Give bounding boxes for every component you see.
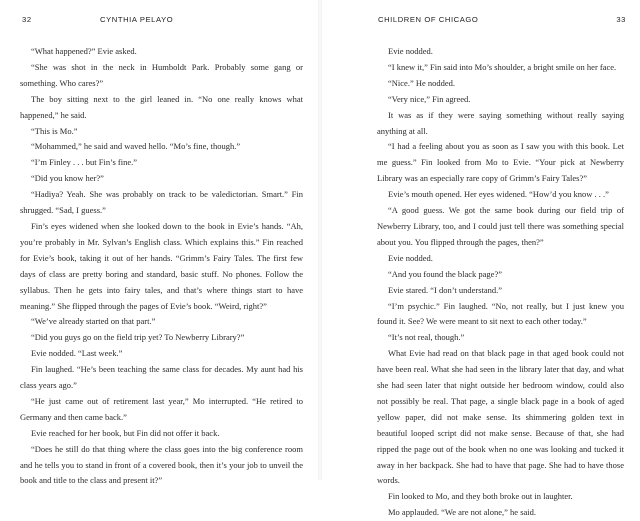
- right-page-body: [377, 44, 624, 518]
- paragraph: What Evie had read on that black page in that aged book could not have been real. What she had seen in the library later that day, and what she had seen later that night outside her bedroom window, could also not possibly be real. That page, a single black page in a book of aged yellow paper, did not make sense. Its shimmering golden text in beautiful looped script did not make sense. Because of that, she had ripped the page out of the book when no one was looking and tucked it away in her backpack. She had to have that page. She had to have those words.: [377, 348, 624, 486]
- paragraph: Mo applauded. “We are not alone,” he said.: [388, 507, 537, 518]
- paragraph: “Nice.” He nodded.: [388, 77, 456, 88]
- paragraph: Fin’s eyes widened when she looked down to the book in Evie’s hands. “Ah, you’re probably in Mr. Sylvan’s English class. Which explains this.” Fin reached for Evie’s book, taking it out of her hands. “Grimm’s Fairy Tales. The first few days of class are pretty boring and standard, basic stuff. No phones. Follow the syllabus. Then he gets into fairy tales, and that’s where things start to have meaning.” She flipped through the pages of Evie’s book. “Weird, right?”: [20, 220, 303, 311]
- paragraph: “Mohammed,” he said and waved hello. “Mo’s fine, though.”: [31, 141, 241, 152]
- paragraph: “I knew it,” Fin said into Mo’s shoulder, a bright smile on her face.: [388, 61, 617, 72]
- paragraph: “This is Mo.”: [31, 125, 78, 136]
- paragraph: The boy sitting next to the girl leaned in. “No one really knows what happened,” he said.: [20, 93, 303, 120]
- right-page-header: [378, 15, 626, 27]
- paragraph: “And you found the black page?”: [388, 268, 502, 279]
- left-page-body: [20, 44, 303, 486]
- paragraph: “Did you know her?”: [31, 173, 104, 184]
- paragraph: Evie nodded. “Last week.”: [31, 348, 123, 359]
- paragraph: It was as if they were saying something without really saying anything at all.: [377, 109, 624, 136]
- paragraph: “I had a feeling about you as soon as I saw you with this book. Let me guess.” Fin looked from Mo to Evie. “Your pick at Newberry Library was an especially rare copy of Grimm’s Fairy Tales?”: [377, 141, 624, 184]
- paragraph: Evie nodded.: [388, 252, 433, 263]
- paragraph: “It’s not real, though.”: [388, 332, 465, 343]
- paragraph: Evie’s mouth opened. Her eyes widened. “How’d you know . . .”: [388, 189, 609, 200]
- paragraph: “We’ve already started on that part.”: [31, 316, 156, 327]
- paragraph: “Hadiya? Yeah. She was probably on track to be valedictorian. Smart.” Fin shrugged. “Sad, I guess.”: [20, 189, 303, 216]
- paragraph: “Did you guys go on the field trip yet? To Newberry Library?”: [31, 332, 245, 343]
- left-running-head: CYNTHIA PELAYO: [100, 15, 174, 24]
- paragraph: “What happened?” Evie asked.: [31, 46, 137, 56]
- right-page-number: 33: [616, 15, 626, 24]
- paragraph: Fin looked to Mo, and they both broke out in laughter.: [388, 491, 573, 502]
- right-running-head: CHILDREN OF CHICAGO: [378, 15, 479, 24]
- paragraph: “Does he still do that thing where the class goes into the big conference room and he tells you to stand in front of a covered book, then it’s your job to unveil the book and title to the class and present it?”: [20, 443, 303, 486]
- paragraph: “She was shot in the neck in Humboldt Park. Probably some gang or something. Who cares?”: [20, 61, 303, 88]
- left-page-number: 32: [22, 15, 32, 24]
- right-page: [322, 0, 640, 518]
- paragraph: Evie nodded.: [388, 46, 433, 56]
- paragraph: Evie reached for her book, but Fin did not offer it back.: [31, 427, 220, 438]
- paragraph: “He just came out of retirement last year,” Mo interrupted. “He retired to Germany and then came back.”: [20, 395, 303, 422]
- paragraph: “Very nice,” Fin agreed.: [388, 93, 471, 104]
- left-page-header: [22, 15, 308, 27]
- paragraph: “I’m Finley . . . but Fin’s fine.”: [31, 157, 138, 168]
- paragraph: Fin laughed. “He’s been teaching the same class for decades. My aunt had his class years ago.”: [20, 364, 303, 391]
- left-page: [0, 0, 318, 486]
- paragraph: “I’m psychic.” Fin laughed. “No, not really, but I just knew you found it. See? We were meant to sit next to each other today.”: [377, 300, 624, 327]
- paragraph: Evie stared. “I don’t understand.”: [388, 284, 503, 295]
- paragraph: “A good guess. We got the same book during our field trip of Newberry Library, too, and I could just tell there was something special about you. You flipped through the pages, then?”: [377, 205, 624, 247]
